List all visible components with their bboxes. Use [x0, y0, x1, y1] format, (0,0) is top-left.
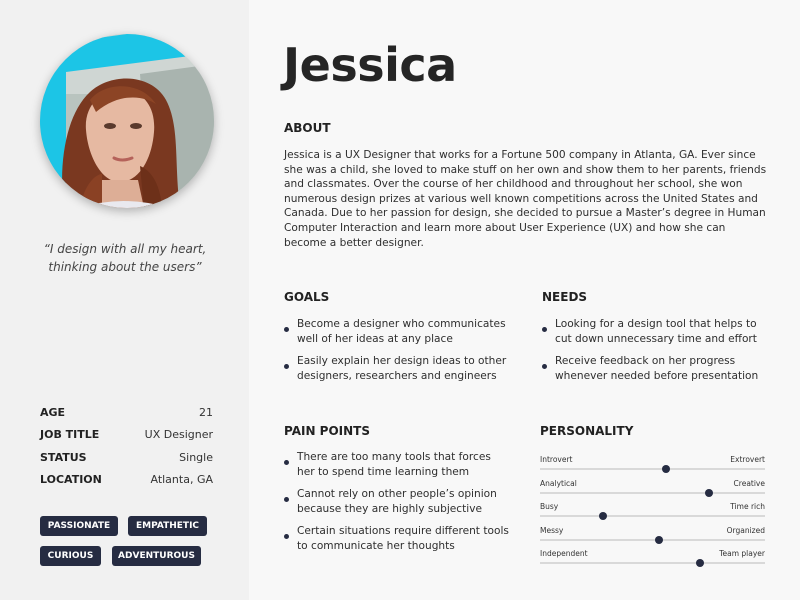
fact-value: Single [179, 450, 213, 464]
trait-left-label: Busy [540, 502, 559, 511]
trait-independent-team-player [540, 549, 765, 573]
tag-adventurous: ADVENTUROUS [112, 546, 201, 566]
avatar-photo [40, 34, 214, 208]
trait-right-label: Extrovert [730, 455, 765, 464]
tag-empathetic: EMPATHETIC [128, 516, 207, 536]
trait-right-label: Time rich [730, 502, 765, 511]
pain-point-text: There are too many tools that forces her to spend time learning them [297, 451, 491, 478]
trait-left-label: Independent [540, 549, 588, 558]
persona-name: Jessica [283, 38, 457, 92]
trait-marker [705, 489, 713, 497]
personality-title: PERSONALITY [540, 424, 634, 438]
persona-quote: “I design with all my heart, thinking about the users” [43, 242, 207, 274]
fact-label: LOCATION [40, 473, 102, 487]
list-item [542, 354, 767, 383]
list-item [284, 450, 509, 479]
tag-curious: CURIOUS [40, 546, 101, 566]
bullet-icon [542, 327, 547, 332]
fact-label: AGE [40, 405, 66, 419]
trait-right-label: Team player [719, 549, 765, 558]
trait-track [540, 515, 765, 517]
fact-label: STATUS [40, 450, 87, 464]
bullet-icon [284, 460, 289, 465]
trait-left-label: Analytical [540, 478, 577, 488]
profile-sidebar [0, 0, 249, 600]
bullet-icon [284, 497, 289, 502]
trait-left-label: Messy [540, 525, 564, 535]
bullet-icon [542, 364, 547, 369]
fact-label: JOB TITLE [40, 428, 100, 442]
fact-value: UX Designer [144, 428, 213, 442]
goal-text: Easily explain her design ideas to other designers, researchers and engineers [297, 355, 507, 382]
needs-title: NEEDS [542, 290, 588, 304]
trait-track [540, 492, 765, 494]
pain-points-list [284, 450, 509, 561]
fact-status [40, 446, 213, 469]
list-item [284, 524, 509, 553]
needs-list [542, 317, 767, 391]
tag-passionate: PASSIONATE [40, 516, 118, 536]
fact-age [40, 401, 213, 424]
fact-job-title [40, 424, 213, 447]
trait-right-label: Organized [726, 525, 765, 535]
goal-text: Become a designer who communicates well of her ideas at any place [297, 318, 506, 345]
pain-point-text: Cannot rely on other people’s opinion because they are highly subjective [297, 488, 497, 515]
personality-scales [540, 455, 765, 573]
bullet-icon [284, 534, 289, 539]
list-item [284, 317, 509, 346]
persona-facts [40, 401, 213, 491]
trait-left-label: Introvert [540, 455, 573, 464]
trait-track [540, 562, 765, 564]
trait-marker [599, 512, 607, 520]
fact-location [40, 469, 213, 492]
trait-messy-organized [540, 526, 765, 550]
trait-marker [662, 465, 670, 473]
bullet-icon [284, 364, 289, 369]
pain-points-title: PAIN POINTS [284, 424, 370, 438]
need-text: Looking for a design tool that helps to cut down unnecessary time and effort [555, 318, 757, 345]
fact-value: 21 [199, 405, 213, 419]
need-text: Receive feedback on her progress whenever needed before presentation [555, 355, 759, 382]
about-text: Jessica is a UX Designer that works for a Fortune 500 company in Atlanta, GA. Ever since she was a child, she loved to make stuff on her own and show them to her parents, friends and classmates. Over the course of her childhood and throughout her school, she won numerous design prizes at various well known competitions across the United States and Canada. Due to her passion for design, she decided to pursue a Master’s degree in Human Computer Interaction and learn more about User Experience (UX) and how she can become a better designer. [284, 149, 767, 249]
goals-title: GOALS [284, 290, 330, 304]
avatar [40, 34, 214, 208]
fact-value: Atlanta, GA [150, 473, 213, 487]
trait-marker [696, 559, 704, 567]
pain-point-text: Certain situations require different tools to communicate her thoughts [297, 525, 509, 552]
trait-introvert-extrovert [540, 455, 765, 479]
bullet-icon [284, 327, 289, 332]
about-title: ABOUT [284, 121, 331, 135]
trait-analytical-creative [540, 479, 765, 503]
list-item [542, 317, 767, 346]
trait-busy-time-rich [540, 502, 765, 526]
list-item [284, 354, 509, 383]
trait-track [540, 539, 765, 541]
list-item [284, 487, 509, 516]
goals-list [284, 317, 509, 391]
trait-marker [655, 536, 663, 544]
trait-track [540, 468, 765, 470]
trait-right-label: Creative [733, 478, 765, 488]
